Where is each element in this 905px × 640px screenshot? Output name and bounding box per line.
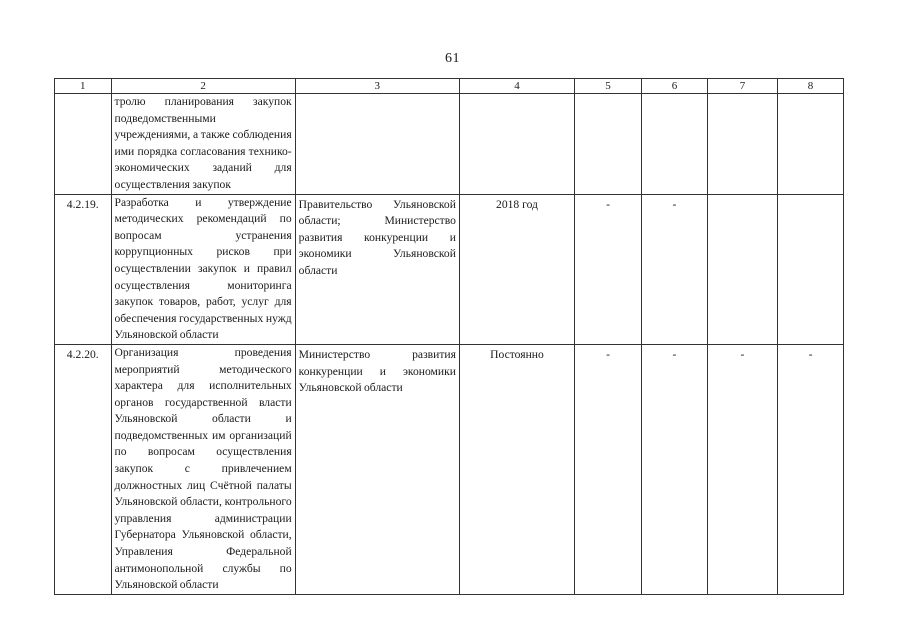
table-row bbox=[55, 344, 844, 594]
header-col-8: 8 bbox=[778, 79, 844, 94]
col-5-value: - bbox=[575, 344, 642, 594]
col-8-value bbox=[778, 94, 844, 195]
deadline bbox=[459, 94, 574, 195]
col-7-value: - bbox=[707, 344, 777, 594]
row-number: 4.2.19. bbox=[55, 194, 112, 344]
col-7-value bbox=[707, 94, 777, 195]
col-5-value: - bbox=[575, 194, 642, 344]
header-col-7: 7 bbox=[707, 79, 777, 94]
col-8-value bbox=[778, 194, 844, 344]
deadline: Постоянно bbox=[459, 344, 574, 594]
responsible-executors bbox=[295, 94, 459, 195]
header-col-3: 3 bbox=[295, 79, 459, 94]
header-col-2: 2 bbox=[111, 79, 295, 94]
measure-description: Разработка и утверждение методических рекомендаций по вопросам устранения коррупционных рисков при осуществлении закупок и правил осуществления мониторинга закупок товаров, работ, услуг для обеспечения государственных нужд Ульяновской области bbox=[111, 194, 295, 344]
table-row bbox=[55, 94, 844, 195]
col-6-value: - bbox=[642, 344, 708, 594]
page-number: 61 bbox=[445, 51, 460, 66]
responsible-executors: Правительство Ульяновской области; Министерство развития конкуренции и экономики Ульяновской области bbox=[295, 194, 459, 344]
measure-description: тролю планирования закупок подведомственными учреждениями, а также соблюдения ими порядка согласования технико-экономических заданий для осуществления закупок bbox=[111, 94, 295, 195]
measure-description: Организация проведения мероприятий методического характера для исполнительных органов государственной власти Ульяновской области и подведомственных им организаций по вопросам осуществления закупок с привлечением должностных лиц Счётной палаты Ульяновской области, контрольного управления администрации Губернатора Ульяновской области, Управления Федеральной антимонопольной службы по Ульяновской области bbox=[111, 344, 295, 594]
table-row bbox=[55, 194, 844, 344]
responsible-executors: Министерство развития конкуренции и экономики Ульяновской области bbox=[295, 344, 459, 594]
header-col-4: 4 bbox=[459, 79, 574, 94]
header-col-1: 1 bbox=[55, 79, 112, 94]
plan-table bbox=[54, 78, 844, 595]
row-number: 4.2.20. bbox=[55, 344, 112, 594]
header-col-6: 6 bbox=[642, 79, 708, 94]
row-number bbox=[55, 94, 112, 195]
col-6-value bbox=[642, 94, 708, 195]
header-row bbox=[55, 79, 844, 94]
header-col-5: 5 bbox=[575, 79, 642, 94]
deadline: 2018 год bbox=[459, 194, 574, 344]
col-8-value: - bbox=[778, 344, 844, 594]
col-7-value bbox=[707, 194, 777, 344]
col-5-value bbox=[575, 94, 642, 195]
col-6-value: - bbox=[642, 194, 708, 344]
